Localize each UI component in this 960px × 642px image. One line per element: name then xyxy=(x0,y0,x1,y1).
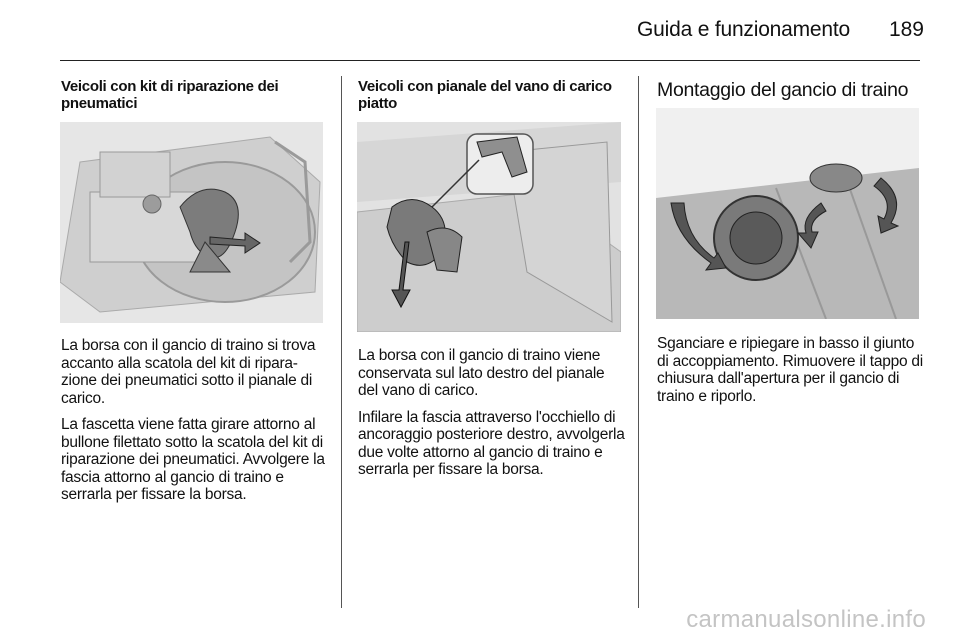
header-title: Guida e funzionamento xyxy=(637,18,850,41)
section-heading: Veicoli con pianale del vano di carico piatto xyxy=(358,78,612,112)
paragraph: La borsa con il gancio di traino si trova accanto alla scatola del kit di riparazione dei pneumatici sotto il pianale di carico. xyxy=(61,337,316,407)
column-3 xyxy=(657,79,925,101)
column-1 xyxy=(61,78,327,112)
column-2-body xyxy=(358,347,626,479)
column-1-body xyxy=(61,337,327,504)
paragraph: Sganciare e ripiegare in basso il giunto di accoppiamento. Rimuovere il tappo di chiusura dall'apertura per il gancio di traino e riporlo. xyxy=(657,335,923,405)
page-number: 189 xyxy=(888,18,924,41)
section-title: Montaggio del gancio di traino xyxy=(657,79,909,101)
flat-cargo-floor-illustration xyxy=(357,122,621,332)
column-3-body xyxy=(657,335,923,405)
column-divider xyxy=(341,76,342,608)
column-2 xyxy=(358,78,626,112)
watermark: carmanualsonline.info xyxy=(686,606,926,633)
trunk-spare-well-illustration xyxy=(60,122,323,323)
column-divider xyxy=(638,76,639,608)
section-heading: Veicoli con kit di riparazione dei pneumatici xyxy=(61,78,279,112)
paragraph: La borsa con il gancio di traino viene conservata sul lato destro del pianale del vano di carico. xyxy=(358,347,605,399)
paragraph: La fascetta viene fatta girare attorno al bullone filettato sotto la scatola del kit di riparazione dei pneumatici. Avvolgere la fascia attorno al gancio di traino e serrarla per fissare la borsa. xyxy=(61,416,325,503)
paragraph: Infilare la fascia attraverso l'occhiello di ancoraggio posteriore destro, avvolgerla due volte attorno al gancio di traino e serrarla per fissare la borsa. xyxy=(358,408,625,478)
tow-hook-mounting-illustration xyxy=(656,108,919,319)
header-rule xyxy=(60,60,920,61)
